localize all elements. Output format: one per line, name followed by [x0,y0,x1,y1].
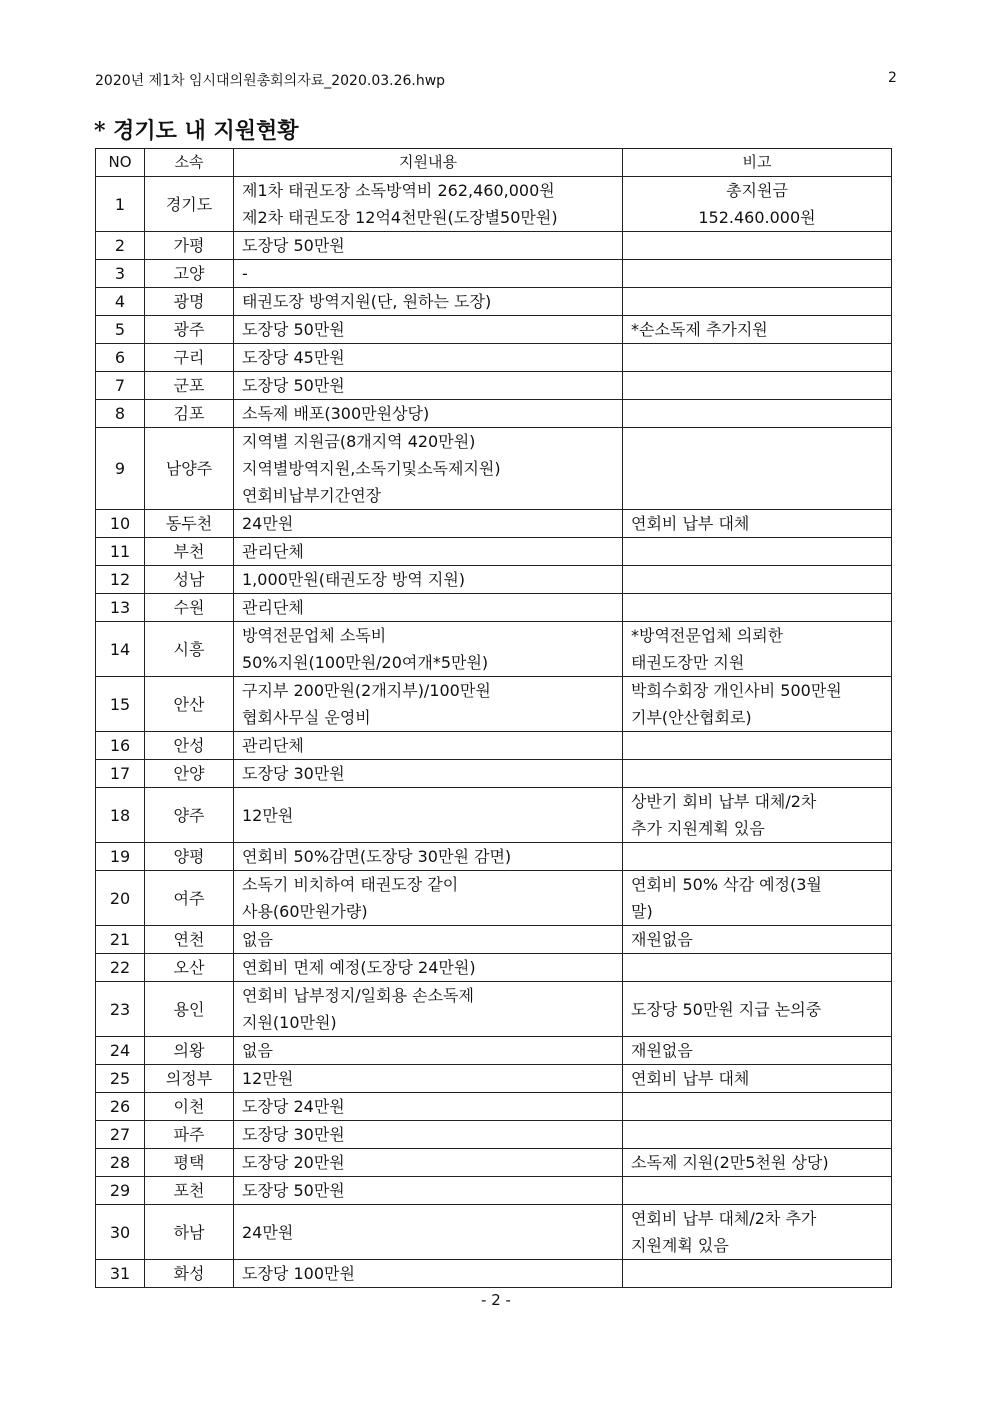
note-line: 도장당 50만원 지급 논의중 [631,999,822,1019]
row-number: 20 [96,871,145,926]
content-line: 24만원 [242,1222,294,1242]
row-support-content [234,677,623,732]
content-line: 도장당 50만원 [242,376,345,395]
content-line: 도장당 45만원 [242,348,345,367]
table-row [96,594,892,622]
note-line: 연회비 납부 대체 [631,514,750,533]
content-line: 도장당 100만원 [242,1264,355,1283]
table-row [96,788,892,843]
row-number: 6 [96,344,145,372]
table-row [96,843,892,871]
content-line: 도장당 24만원 [242,1097,345,1116]
content-line: 12만원 [242,1069,294,1088]
content-line: 연회비 면제 예정(도장당 24만원) [242,958,476,977]
note-line: 태권도장만 지원 [631,653,745,672]
row-number: 27 [96,1121,145,1149]
row-number: 5 [96,316,145,344]
note-line: 기부(안산협회로) [631,708,752,727]
column-header-note: 비고 [623,149,892,177]
row-organization: 오산 [145,954,234,982]
row-note [623,566,892,594]
content-line: 지원(10만원) [242,1013,337,1032]
row-organization: 양평 [145,843,234,871]
row-number: 31 [96,1260,145,1288]
row-organization: 수원 [145,594,234,622]
table-row [96,538,892,566]
row-number: 30 [96,1205,145,1260]
row-note [623,622,892,677]
row-number: 16 [96,732,145,760]
note-line: *손소독제 추가지원 [631,320,768,339]
row-organization: 파주 [145,1121,234,1149]
table-row [96,288,892,316]
row-number: 14 [96,622,145,677]
row-number: 9 [96,428,145,510]
header-page-number: 2 [888,70,897,86]
row-organization: 의정부 [145,1065,234,1093]
row-support-content [234,510,623,538]
row-organization: 동두천 [145,510,234,538]
table-row [96,428,892,510]
note-line: 총지원금 [726,181,788,200]
row-organization: 구리 [145,344,234,372]
table-row [96,1260,892,1288]
table-row [96,260,892,288]
row-organization: 고양 [145,260,234,288]
row-support-content [234,288,623,316]
row-note [623,177,892,232]
row-organization: 성남 [145,566,234,594]
row-support-content [234,400,623,428]
row-note [623,982,892,1037]
row-support-content [234,260,623,288]
row-number: 26 [96,1093,145,1121]
content-line: 없음 [242,930,273,949]
row-organization: 광명 [145,288,234,316]
table-row [96,677,892,732]
row-organization: 안성 [145,732,234,760]
row-support-content [234,760,623,788]
column-header-content: 지원내용 [234,149,623,177]
row-organization: 평택 [145,1149,234,1177]
row-note [623,1037,892,1065]
column-header-no: NO [96,149,145,177]
table-row [96,926,892,954]
section-title: * 경기도 내 지원현황 [94,118,299,144]
row-note [623,538,892,566]
row-note [623,428,892,510]
content-line: 제1차 태권도장 소독방역비 262,460,000원 [242,181,555,200]
column-header-org: 소속 [145,149,234,177]
row-note [623,344,892,372]
row-note [623,1177,892,1205]
content-line: 연회비납부기간연장 [242,486,382,505]
page-footer: - 2 - [481,1291,511,1309]
table-row [96,177,892,232]
row-number: 23 [96,982,145,1037]
row-support-content [234,372,623,400]
row-number: 3 [96,260,145,288]
row-number: 19 [96,843,145,871]
content-line: 협회사무실 운영비 [242,708,371,727]
row-number: 25 [96,1065,145,1093]
table-header-row [96,149,892,177]
note-line: 박희수회장 개인사비 500만원 [631,681,842,700]
content-line: - [242,264,248,283]
row-organization: 남양주 [145,428,234,510]
content-line: 사용(60만원가량) [242,902,368,921]
row-support-content [234,1149,623,1177]
table-row [96,232,892,260]
row-note [623,871,892,926]
row-organization: 부천 [145,538,234,566]
row-number: 22 [96,954,145,982]
content-line: 도장당 50만원 [242,236,345,255]
row-organization: 포천 [145,1177,234,1205]
note-line: 재원없음 [631,1041,693,1060]
content-line: 도장당 50만원 [242,320,345,339]
content-line: 50%지원(100만원/20여개*5만원) [242,653,489,672]
row-organization: 안양 [145,760,234,788]
row-number: 10 [96,510,145,538]
row-support-content [234,344,623,372]
table-row [96,982,892,1037]
row-organization: 가평 [145,232,234,260]
row-note [623,316,892,344]
content-line: 연회비 납부정지/일회용 손소독제 [242,986,474,1005]
row-note [623,232,892,260]
table-row [96,1205,892,1260]
row-organization: 이천 [145,1093,234,1121]
row-support-content [234,316,623,344]
table-row [96,1177,892,1205]
note-line: 상반기 회비 납부 대체/2차 [631,792,817,811]
document-filename: 2020년 제1차 임시대의원총회의자료_2020.03.26.hwp [95,73,446,89]
row-number: 13 [96,594,145,622]
content-line: 연회비 50%감면(도장당 30만원 감면) [242,847,512,866]
row-organization: 연천 [145,926,234,954]
row-number: 1 [96,177,145,232]
row-support-content [234,177,623,232]
row-note [623,677,892,732]
table-row [96,1149,892,1177]
row-note [623,788,892,843]
note-line: 152.460.000원 [698,208,816,227]
content-line: 없음 [242,1041,273,1060]
note-line: 지원계획 있음 [631,1236,729,1255]
row-support-content [234,594,623,622]
note-line: 재원없음 [631,930,693,949]
row-support-content [234,732,623,760]
row-note [623,1149,892,1177]
content-line: 지역별 지원금(8개지역 420만원) [242,432,476,451]
row-organization: 화성 [145,1260,234,1288]
table-row [96,372,892,400]
row-number: 17 [96,760,145,788]
content-line: 태권도장 방역지원(단, 원하는 도장) [242,292,492,311]
row-support-content [234,1260,623,1288]
note-line: 연회비 50% 삭감 예정(3월 [631,875,822,894]
content-line: 구지부 200만원(2개지부)/100만원 [242,681,491,700]
row-note [623,1121,892,1149]
row-number: 12 [96,566,145,594]
content-line: 도장당 30만원 [242,1125,345,1144]
row-support-content [234,788,623,843]
row-support-content [234,1093,623,1121]
row-note [623,1093,892,1121]
note-line: 연회비 납부 대체/2차 추가 [631,1209,817,1228]
note-line: 추가 지원계획 있음 [631,819,765,838]
table-row [96,760,892,788]
row-support-content [234,566,623,594]
row-note [623,760,892,788]
row-note [623,400,892,428]
content-line: 관리단체 [242,542,304,561]
table-row [96,954,892,982]
row-number: 29 [96,1177,145,1205]
table-row [96,732,892,760]
content-line: 도장당 50만원 [242,1181,345,1200]
note-line: 연회비 납부 대체 [631,1069,750,1088]
note-line: 소독제 지원(2만5천원 상당) [631,1153,829,1172]
support-status-table [95,148,892,1288]
content-line: 관리단체 [242,736,304,755]
row-note [623,1260,892,1288]
content-line: 제2차 태권도장 12억4천만원(도장별50만원) [242,208,558,227]
row-note [623,926,892,954]
row-number: 15 [96,677,145,732]
row-note [623,1205,892,1260]
row-organization: 시흥 [145,622,234,677]
row-note [623,594,892,622]
row-support-content [234,843,623,871]
row-number: 4 [96,288,145,316]
table-row [96,871,892,926]
row-organization: 용인 [145,982,234,1037]
row-number: 28 [96,1149,145,1177]
table-row [96,1121,892,1149]
row-support-content [234,622,623,677]
row-support-content [234,232,623,260]
table-row [96,622,892,677]
row-note [623,510,892,538]
row-number: 21 [96,926,145,954]
row-number: 18 [96,788,145,843]
row-organization: 안산 [145,677,234,732]
row-note [623,954,892,982]
content-line: 도장당 20만원 [242,1153,345,1172]
row-note [623,288,892,316]
table-row [96,1065,892,1093]
content-line: 관리단체 [242,598,304,617]
row-support-content [234,982,623,1037]
content-line: 24만원 [242,514,294,533]
table-row [96,344,892,372]
table-row [96,510,892,538]
row-support-content [234,428,623,510]
row-support-content [234,954,623,982]
table-row [96,316,892,344]
table-row [96,1037,892,1065]
row-number: 2 [96,232,145,260]
row-support-content [234,1065,623,1093]
row-organization: 경기도 [145,177,234,232]
content-line: 도장당 30만원 [242,764,345,783]
row-note [623,843,892,871]
row-organization: 양주 [145,788,234,843]
row-support-content [234,871,623,926]
table-row [96,1093,892,1121]
note-line: 말) [631,902,653,921]
row-support-content [234,926,623,954]
content-line: 소독기 비치하여 태권도장 같이 [242,875,459,894]
content-line: 지역별방역지원,소독기및소독제지원) [242,459,501,478]
row-support-content [234,1177,623,1205]
row-support-content [234,538,623,566]
row-support-content [234,1121,623,1149]
content-line: 12만원 [242,805,294,825]
content-line: 1,000만원(태권도장 방역 지원) [242,570,466,589]
row-number: 8 [96,400,145,428]
table-row [96,566,892,594]
row-note [623,1065,892,1093]
row-organization: 하남 [145,1205,234,1260]
row-note [623,372,892,400]
row-organization: 광주 [145,316,234,344]
row-note [623,732,892,760]
row-number: 24 [96,1037,145,1065]
content-line: 소독제 배포(300만원상당) [242,404,430,423]
row-support-content [234,1037,623,1065]
row-organization: 김포 [145,400,234,428]
row-number: 11 [96,538,145,566]
row-organization: 의왕 [145,1037,234,1065]
row-organization: 여주 [145,871,234,926]
note-line: *방역전문업체 의뢰한 [631,626,784,645]
row-organization: 군포 [145,372,234,400]
row-support-content [234,1205,623,1260]
row-number: 7 [96,372,145,400]
row-note [623,260,892,288]
content-line: 방역전문업체 소독비 [242,626,387,645]
table-row [96,400,892,428]
